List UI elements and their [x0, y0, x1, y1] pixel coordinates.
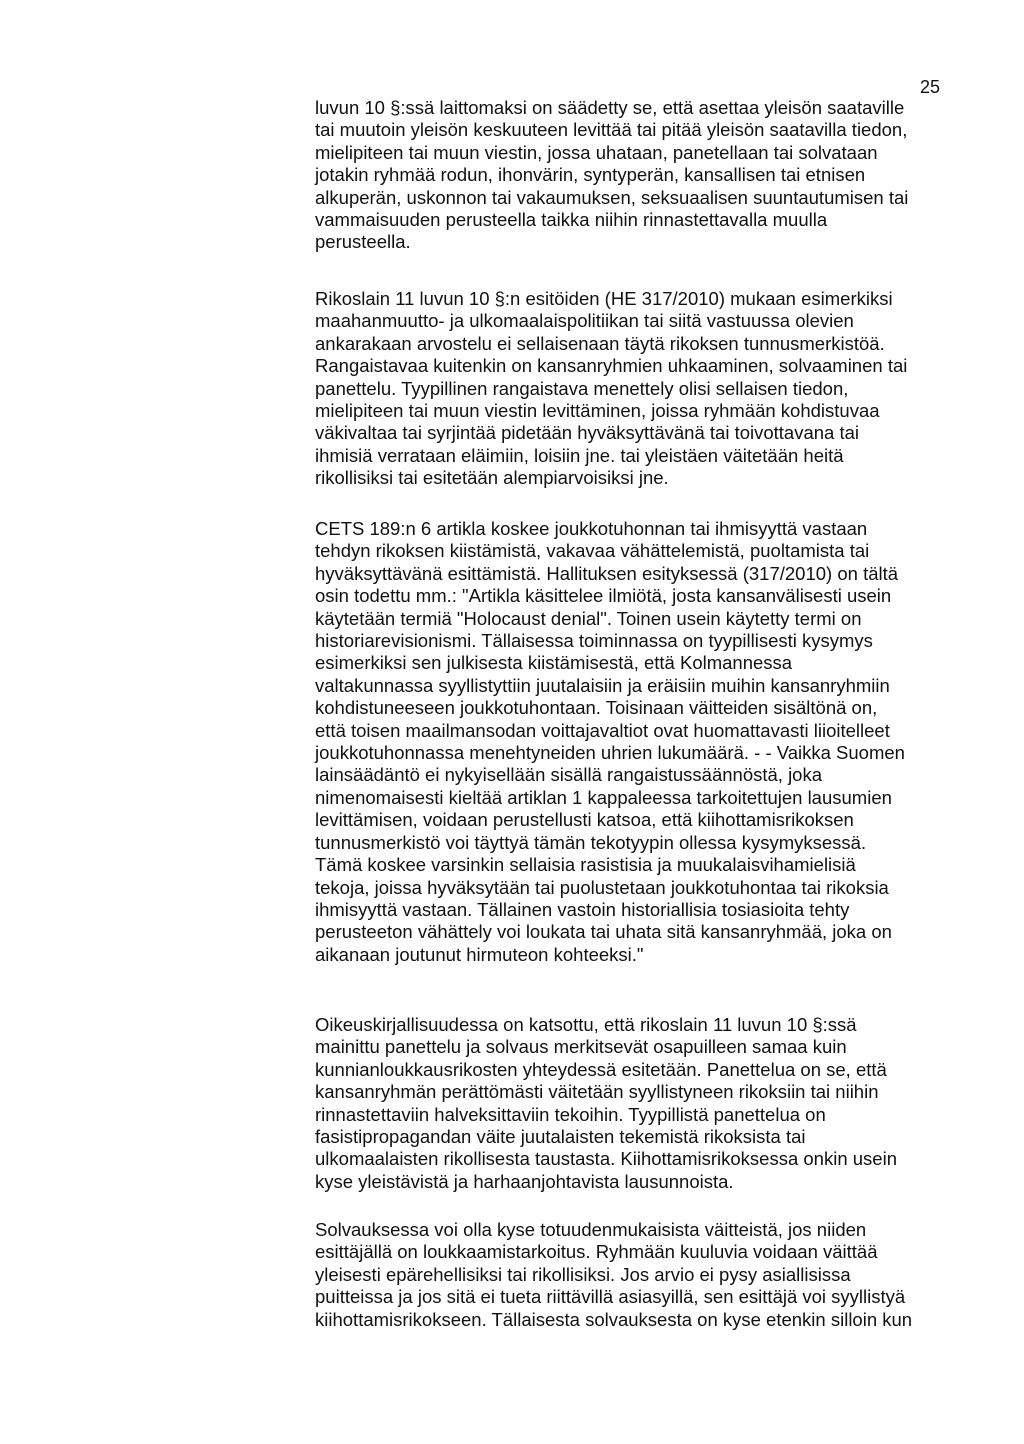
text-line: kohdistuneeseen joukkotuhontaan. Toisinaan väitteiden sisältönä on, — [315, 697, 878, 719]
text-line: osin todettu mm.: "Artikla käsittelee ilmiötä, josta kansanvälisesti usein — [315, 585, 892, 607]
text-line: Tämä koskee varsinkin sellaisia rasistisia ja muukalaisvihamielisiä — [315, 854, 856, 876]
text-line: käytetään termiä "Holocaust denial". Toinen usein käytetty termi on — [315, 607, 862, 629]
text-line: että toisen maailmansodan voittajavaltiot ovat huomattavasti liioitelleet — [315, 719, 890, 741]
text-line: joukkotuhonnassa menehtyneiden uhrien lukumäärä. - - Vaikka Suomen — [315, 742, 905, 764]
text-line: väkivaltaa tai syrjintää pidetään hyväksyttävänä tai toivottavana tai — [315, 422, 860, 444]
paragraph-3 — [315, 518, 995, 966]
text-line: ihmisyyttä vastaan. Tällainen vastoin historiallisia tosiasioita tehty — [315, 898, 850, 920]
text-line: mielipiteen tai muun viestin, jossa uhataan, panetellaan tai solvataan — [315, 141, 878, 163]
text-line: ihmisiä verrataan eläimiin, loisiin jne. tai yleistäen väitetään heitä — [315, 444, 844, 466]
text-line: tekoja, joissa hyväksytään tai puolustetaan joukkotuhontaa tai rikoksia — [315, 876, 889, 898]
page-number: 25 — [920, 77, 941, 97]
text-line: panettelu. Tyypillinen rangaistava menettely olisi sellaisen tiedon, — [315, 377, 849, 399]
text-line: levittämisen, voidaan perustellusti katsoa, että kiihottamisrikoksen — [315, 809, 854, 831]
text-line: tunnusmerkistö voi täyttyä tämän tekotyypin ollessa kysymyksessä. — [315, 831, 867, 853]
text-line: valtakunnassa syyllistyttiin juutalaisiin ja eräisiin muihin kansanryhmiin — [315, 674, 890, 696]
text-line: kunnianloukkausrikosten yhteydessä esitetään. Panettelua on se, että — [315, 1058, 887, 1080]
text-line: maahanmuutto- ja ulkomaalaispolitiikan tai siitä vastuussa olevien — [315, 310, 854, 332]
text-line: lainsäädäntö ei nykyisellään sisällä rangaistussäännöstä, joka — [315, 764, 823, 786]
text-line: perusteella. — [315, 231, 411, 253]
text-line: vammaisuuden perusteella taikka niihin rinnastettavalla muulla — [315, 209, 828, 231]
text-line: Oikeuskirjallisuudessa on katsottu, että rikoslain 11 luvun 10 §:ssä — [315, 1014, 857, 1035]
paragraph-4 — [315, 1014, 995, 1193]
text-line: perusteeton vähättely voi loukata tai uhata sitä kansanryhmää, joka on — [315, 921, 892, 943]
text-line: rinnastettaviin halveksittaviin tekoihin. Tyypillistä panettelua on — [315, 1103, 826, 1125]
text-line: aikanaan joutunut hirmuteon kohteeksi." — [315, 943, 644, 965]
paragraph-5 — [315, 1219, 995, 1331]
paragraph-2 — [315, 288, 995, 490]
text-line: fasistipropagandan väite juutalaisten tekemistä rikoksista tai — [315, 1126, 806, 1148]
paragraph-1 — [315, 97, 995, 254]
text-line: esimerkiksi sen julkisesta kiistämisestä, että Kolmannessa — [315, 652, 793, 674]
text-line: Rikoslain 11 luvun 10 §:n esitöiden (HE 317/2010) mukaan esimerkiksi — [315, 288, 893, 309]
text-line: kansanryhmän perättömästi väitetään syyllistyneen rikoksiin tai niihin — [315, 1081, 879, 1103]
text-line: ulkomaalaisten rikollisesta taustasta. Kiihottamisrikoksessa onkin usein — [315, 1148, 897, 1170]
text-line: nimenomaisesti kieltää artiklan 1 kappaleessa tarkoitettujen lausumien — [315, 786, 892, 808]
text-line: tai muutoin yleisön keskuuteen levittää tai pitää yleisön saatavilla tiedon, — [315, 119, 908, 141]
text-line: yleisesti epärehellisiksi tai rikollisiksi. Jos arvio ei pysy asiallisissa — [315, 1263, 851, 1285]
text-line: jotakin ryhmää rodun, ihonvärin, syntyperän, kansallisen tai etnisen — [315, 164, 866, 186]
text-line: puitteissa ja jos sitä ei tueta riittävillä asiasyillä, sen esittäjä voi syyllistyä — [315, 1286, 906, 1308]
text-line: hyväksyttävänä esittämistä. Hallituksen esityksessä (317/2010) on tältä — [315, 562, 899, 584]
text-line: Solvauksessa voi olla kyse totuudenmukaisista väitteistä, jos niiden — [315, 1219, 867, 1240]
text-line: CETS 189:n 6 artikla koskee joukkotuhonnan tai ihmisyyttä vastaan — [315, 518, 868, 539]
text-line: kiihottamisrikokseen. Tällaisesta solvauksesta on kyse etenkin silloin kun — [315, 1308, 913, 1330]
text-line: mainittu panettelu ja solvaus merkitsevät osapuilleen samaa kuin — [315, 1036, 847, 1058]
text-line: mielipiteen tai muun viestin levittäminen, joissa ryhmään kohdistuvaa — [315, 400, 880, 422]
text-line: rikollisiksi tai esitetään alempiarvoisiksi jne. — [315, 467, 669, 489]
text-line: luvun 10 §:ssä laittomaksi on säädetty se, että asettaa yleisön saataville — [315, 97, 905, 118]
text-line: kyse yleistävistä ja harhaanjohtavista lausunnoista. — [315, 1170, 734, 1192]
text-line: ankarakaan arvostelu ei sellaisenaan täytä rikoksen tunnusmerkistöä. — [315, 332, 885, 354]
text-line: historiarevisionismi. Tällaisessa toiminnassa on tyypillisesti kysymys — [315, 630, 873, 652]
text-line: tehdyn rikoksen kiistämistä, vakavaa vähättelemistä, puoltamista tai — [315, 540, 870, 562]
text-line: alkuperän, uskonnon tai vakaumuksen, seksuaalisen suuntautumisen tai — [315, 186, 909, 208]
text-line: Rangaistavaa kuitenkin on kansanryhmien uhkaaminen, solvaaminen tai — [315, 355, 908, 377]
text-line: esittäjällä on loukkaamistarkoitus. Ryhmään kuuluvia voidaan väittää — [315, 1241, 878, 1263]
